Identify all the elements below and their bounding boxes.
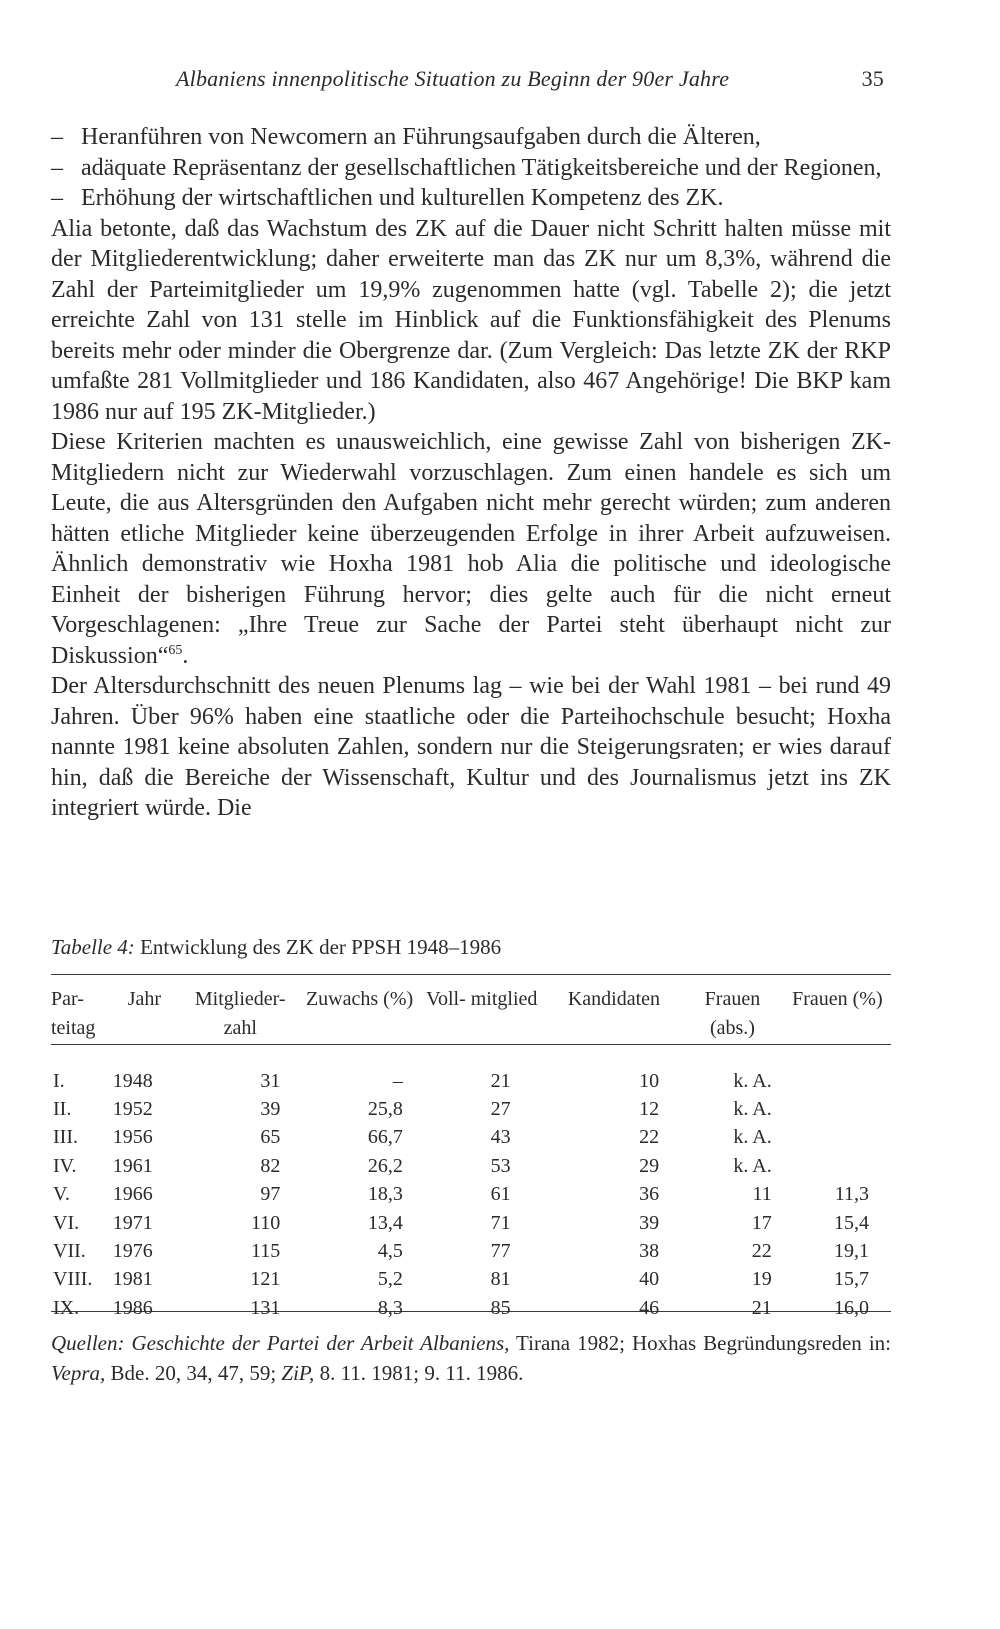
cell-jahr: 1986	[112, 1296, 153, 1319]
cell-jahr: 1952	[112, 1098, 153, 1121]
cell-vollmitglied: 85	[490, 1296, 511, 1319]
cell-frauen-abs: k. A.	[733, 1098, 772, 1121]
table-row	[51, 1266, 891, 1294]
cell-zuwachs: 8,3	[377, 1296, 403, 1319]
table-row	[51, 1294, 891, 1322]
table-row	[51, 1067, 891, 1095]
table-row	[51, 1237, 891, 1265]
cell-zuwachs: 5,2	[377, 1268, 403, 1291]
source-text: Bde. 20, 34, 47, 59;	[105, 1361, 282, 1385]
paragraph-end: .	[182, 642, 189, 669]
col-header-zuwachs: Zuwachs (%)	[305, 988, 414, 1010]
cell-vollmitglied: 53	[490, 1154, 511, 1177]
cell-zuwachs: 25,8	[367, 1098, 403, 1121]
source-title: Vepra,	[51, 1361, 106, 1385]
cell-frauen-abs: 19	[751, 1268, 772, 1291]
cell-kandidaten: 46	[639, 1296, 660, 1319]
cell-kandidaten: 38	[639, 1240, 660, 1263]
cell-mitgliederzahl: 121	[250, 1268, 281, 1291]
cell-zuwachs: 18,3	[367, 1183, 403, 1206]
table-row	[51, 1152, 891, 1180]
cell-kandidaten: 36	[639, 1183, 660, 1206]
cell-kandidaten: 12	[639, 1098, 660, 1121]
table-caption-label: Tabelle 4:	[51, 935, 135, 959]
running-head-title: Albaniens innenpolitische Situation zu Beginn der 90er Jahre	[176, 66, 730, 91]
cell-frauen-abs: 22	[751, 1240, 772, 1263]
cell-jahr: 1956	[112, 1126, 153, 1149]
table-row	[51, 1095, 891, 1123]
paragraph-text: Diese Kriterien machten es unausweichlich, eine gewisse Zahl von bisherigen ZK-Mitgliedern nicht zur Wiederwahl vorzuschlagen. Zum einen handele es sich um Leute, die aus Altersgründen den Aufgaben nicht mehr gerecht würden; zum anderen hätten etliche Mitglieder keine überzeugenden Erfolge in ihrer Arbeit aufzuweisen. Ähnlich demonstrativ wie Hoxha 1981 hob Alia die politische und ideologische Einheit der bisherigen Führung hervor; dies gelte auch für die nicht erneut Vorgeschlagenen: „Ihre Treue zur Sache der Partei steht überhaupt nicht zur Diskussion“	[51, 429, 891, 669]
source-text: Tirana 1982; Hoxhas Begründungsreden in:	[509, 1331, 891, 1355]
cell-frauen-pct	[784, 1152, 891, 1180]
cell-frauen-abs: k. A.	[733, 1069, 772, 1092]
cell-jahr: 1966	[112, 1183, 153, 1206]
cell-parteitag: III.	[53, 1126, 78, 1149]
list-item	[51, 153, 891, 184]
cell-frauen-abs: 11	[752, 1183, 772, 1206]
list-item	[51, 122, 891, 153]
cell-zuwachs: 66,7	[367, 1126, 403, 1149]
cell-vollmitglied: 61	[490, 1183, 511, 1206]
table-caption	[51, 935, 891, 960]
table-top-rule	[51, 974, 891, 975]
cell-jahr: 1961	[112, 1154, 153, 1177]
cell-zuwachs: 26,2	[367, 1154, 403, 1177]
cell-kandidaten: 39	[639, 1211, 660, 1234]
table-sources	[51, 1328, 891, 1388]
dash-marker: –	[51, 124, 63, 150]
cell-jahr: 1948	[112, 1069, 153, 1092]
col-header-vollmitglied: Voll- mitglied	[426, 988, 538, 1010]
footnote-ref: 65	[168, 642, 183, 658]
cell-frauen-pct: 15,7	[834, 1268, 869, 1291]
cell-frauen-abs: k. A.	[733, 1154, 772, 1177]
paragraph: Der Altersdurchschnitt des neuen Plenums lag – wie bei der Wahl 1981 – bei rund 49 Jahren. Über 96% haben eine staatliche oder die Parteihochschule besucht; Hoxha nannte 1981 keine absoluten Zahlen, sondern nur die Steigerungsraten; er wies darauf hin, daß die Bereiche der Wissenschaft, Kultur und des Journalismus jetzt ins ZK integriert würde. Die	[51, 673, 891, 821]
cell-kandidaten: 10	[639, 1069, 660, 1092]
table-header-row	[51, 985, 891, 1043]
cell-vollmitglied: 21	[490, 1069, 511, 1092]
paragraph: Alia betonte, daß das Wachstum des ZK auf die Dauer nicht Schritt halten müsse mit der Mitgliederentwicklung; daher erweiterte man das ZK nur um 8,3%, während die Zahl der Parteimitglieder um 19,9% zugenommen hatte (vgl. Tabelle 2); die jetzt erreichte Zahl von 131 stelle im Hinblick auf die Funktionsfähigkeit des Plenums bereits mehr oder minder die Obergrenze dar. (Zum Vergleich: Das letzte ZK der RKP umfaßte 281 Vollmitglieder und 186 Kandidaten, also 467 Angehörige! Die BKP kam 1986 nur auf 195 ZK-Mitglieder.)	[51, 215, 891, 425]
cell-mitgliederzahl: 65	[260, 1126, 281, 1149]
col-header-frauen-abs: Frauen (abs.)	[704, 988, 761, 1039]
source-title: ZiP,	[281, 1361, 315, 1385]
list-item-text: adäquate Repräsentanz der gesellschaftlichen Tätigkeitsbereiche und der Regionen,	[81, 154, 882, 181]
list-item	[51, 183, 891, 214]
source-text: 8. 11. 1981; 9. 11. 1986.	[314, 1361, 524, 1385]
cell-jahr: 1971	[112, 1211, 153, 1234]
cell-parteitag: IX.	[53, 1296, 80, 1319]
cell-parteitag: VII.	[53, 1240, 86, 1263]
cell-parteitag: I.	[53, 1069, 65, 1092]
table-body	[51, 1067, 891, 1323]
cell-kandidaten: 29	[639, 1154, 660, 1177]
list-item-text: Erhöhung der wirtschaftlichen und kulturellen Kompetenz des ZK.	[81, 185, 724, 211]
cell-vollmitglied: 71	[490, 1211, 511, 1234]
cell-frauen-abs: k. A.	[733, 1126, 772, 1149]
cell-frauen-pct	[784, 1124, 891, 1152]
cell-mitgliederzahl: 39	[260, 1098, 281, 1121]
cell-parteitag: II.	[53, 1098, 72, 1121]
cell-zuwachs: 4,5	[377, 1240, 403, 1263]
cell-kandidaten: 40	[639, 1268, 660, 1291]
data-table	[51, 985, 891, 1323]
cell-vollmitglied: 27	[490, 1098, 511, 1121]
col-header-parteitag: Par- teitag	[51, 988, 96, 1039]
col-header-frauen-pct: Frauen (%)	[792, 988, 883, 1010]
cell-mitgliederzahl: 110	[251, 1211, 281, 1234]
table-caption-text: Entwicklung des ZK der PPSH 1948–1986	[134, 935, 502, 959]
cell-vollmitglied: 81	[490, 1268, 511, 1291]
cell-frauen-pct: 19,1	[834, 1240, 869, 1263]
cell-frauen-pct: 16,0	[834, 1296, 869, 1319]
table-row	[51, 1181, 891, 1209]
cell-vollmitglied: 77	[490, 1240, 511, 1263]
dash-marker: –	[51, 185, 63, 211]
cell-jahr: 1976	[112, 1240, 153, 1263]
cell-frauen-pct	[784, 1095, 891, 1123]
cell-frauen-pct: 15,4	[834, 1211, 869, 1234]
cell-frauen-pct: 11,3	[834, 1183, 869, 1206]
cell-zuwachs: –	[392, 1069, 403, 1092]
cell-vollmitglied: 43	[490, 1126, 511, 1149]
cell-kandidaten: 22	[639, 1126, 660, 1149]
list-item-text: Heranführen von Newcomern an Führungsaufgaben durch die Älteren,	[81, 124, 761, 150]
dash-marker: –	[51, 154, 63, 181]
cell-mitgliederzahl: 31	[260, 1069, 281, 1092]
cell-parteitag: IV.	[53, 1154, 77, 1177]
cell-mitgliederzahl: 82	[260, 1154, 281, 1177]
cell-frauen-abs: 17	[751, 1211, 772, 1234]
col-header-mitgliederzahl: Mitglieder- zahl	[194, 988, 286, 1039]
cell-mitgliederzahl: 131	[250, 1296, 281, 1319]
col-header-kandidaten: Kandidaten	[567, 988, 661, 1010]
table-row	[51, 1209, 891, 1237]
page-number: 35	[861, 66, 884, 91]
cell-mitgliederzahl: 97	[260, 1183, 281, 1206]
cell-parteitag: VI.	[53, 1211, 80, 1234]
sources-label: Quellen:	[51, 1331, 125, 1355]
cell-frauen-pct	[784, 1067, 891, 1095]
table-row	[51, 1124, 891, 1152]
cell-frauen-abs: 21	[751, 1296, 772, 1319]
cell-jahr: 1981	[112, 1268, 153, 1291]
col-header-jahr: Jahr	[127, 988, 162, 1010]
cell-mitgliederzahl: 115	[251, 1240, 281, 1263]
source-title: Geschichte der Partei der Arbeit Albaniens,	[131, 1331, 510, 1355]
body-text	[51, 122, 891, 824]
cell-parteitag: V.	[53, 1183, 70, 1206]
paragraph	[51, 427, 891, 671]
cell-parteitag: VIII.	[53, 1268, 93, 1291]
cell-zuwachs: 13,4	[367, 1211, 403, 1234]
